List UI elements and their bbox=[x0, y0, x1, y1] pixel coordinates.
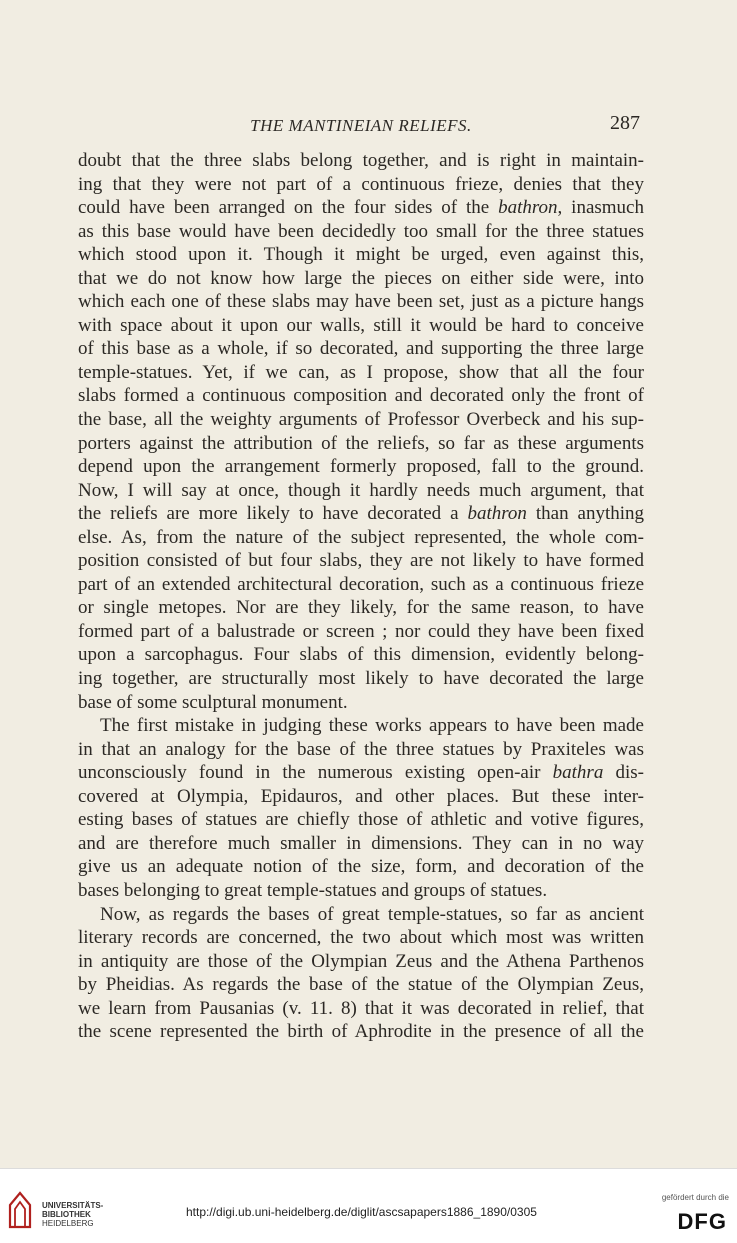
text-line: upon a sarcophagus. Four slabs of this dimension, evidently belong- bbox=[78, 644, 644, 666]
page-number: 287 bbox=[610, 112, 640, 134]
text-line: literary records are concerned, the two about which most was written bbox=[78, 927, 644, 949]
library-name bbox=[42, 1201, 103, 1228]
text-line: and are therefore much smaller in dimensions. They can in no way bbox=[78, 832, 644, 854]
text-line: as this base would have been decidedly too small for the three statues bbox=[78, 220, 644, 242]
library-name-line-1: UNIVERSITÄTS- bbox=[42, 1201, 104, 1210]
text-line: the scene represented the birth of Aphrodite in the presence of all the bbox=[78, 1021, 644, 1043]
page-header bbox=[78, 112, 644, 140]
text-line: ing that they were not part of a continuous frieze, denies that they bbox=[78, 173, 644, 195]
text-line: give us an adequate notion of the size, form, and decoration of the bbox=[78, 856, 644, 878]
text-line: that we do not know how large the pieces on either side were, into bbox=[78, 267, 644, 289]
dfg-logo: DFG bbox=[677, 1209, 727, 1234]
text-line: in that an analogy for the base of the three statues by Praxiteles was bbox=[78, 738, 644, 760]
text-line: slabs formed a continuous composition and decorated only the front of bbox=[78, 385, 644, 407]
text-line: bases belonging to great temple-statues and groups of statues. bbox=[78, 879, 548, 901]
text-line: of this base as a whole, if so decorated, and supporting the three large bbox=[78, 338, 644, 360]
body-text bbox=[78, 149, 644, 1044]
text-line: temple-statues. Yet, if we can, as I propose, show that all the four bbox=[78, 361, 644, 383]
running-title: THE MANTINEIAN RELIEFS. bbox=[250, 116, 472, 135]
text-line: covered at Olympia, Epidauros, and other places. But these inter- bbox=[78, 785, 644, 807]
text-line: porters against the attribution of the reliefs, so far as these arguments bbox=[78, 432, 644, 454]
text-line: else. As, from the nature of the subject represented, the whole com- bbox=[78, 526, 644, 548]
library-name-line-2: BIBLIOTHEK bbox=[42, 1210, 91, 1219]
text-line: could have been arranged on the four sides of the bathron, inasmuch bbox=[78, 197, 644, 219]
funder-note: gefördert durch die bbox=[661, 1193, 729, 1202]
text-line: in antiquity are those of the Olympian Zeus and the Athena Parthenos bbox=[78, 950, 644, 972]
text-line: part of an extended architectural decoration, such as a continuous frieze bbox=[78, 573, 644, 595]
library-logo-icon bbox=[8, 1191, 32, 1229]
text-line: depend upon the arrangement formerly proposed, fall to the ground. bbox=[78, 456, 644, 478]
text-line: we learn from Pausanias (v. 11. 8) that it was decorated in relief, that bbox=[78, 997, 644, 1019]
text-line: ing together, are structurally most likely to have decorated the large bbox=[78, 668, 644, 690]
text-line: Now, as regards the bases of great temple-statues, so far as ancient bbox=[100, 903, 644, 925]
text-line: Now, I will say at once, though it hardly needs much argument, that bbox=[78, 479, 644, 501]
text-line: The first mistake in judging these works appears to have been made bbox=[100, 715, 644, 737]
text-line: with space about it upon our walls, still it would be hard to conceive bbox=[78, 314, 644, 336]
text-line: the reliefs are more likely to have decorated a bathron than anything bbox=[78, 503, 644, 525]
text-line: formed part of a balustrade or screen ; nor could they have been fixed bbox=[78, 620, 644, 642]
text-line: the base, all the weighty arguments of Professor Overbeck and his sup- bbox=[78, 409, 644, 431]
text-line: which each one of these slabs may have been set, just as a picture hangs bbox=[78, 291, 644, 313]
digitization-footer bbox=[0, 1168, 737, 1243]
library-name-line-3: HEIDELBERG bbox=[42, 1219, 94, 1228]
text-line: doubt that the three slabs belong together, and is right in maintain- bbox=[78, 150, 644, 171]
text-line: unconsciously found in the numerous existing open-air bathra dis- bbox=[78, 762, 644, 784]
text-line: esting bases of statues are chiefly those of athletic and votive figures, bbox=[78, 809, 644, 831]
text-line: by Pheidias. As regards the base of the statue of the Olympian Zeus, bbox=[78, 974, 644, 996]
text-line: base of some sculptural monument. bbox=[78, 691, 348, 713]
text-line: which stood upon it. Though it might be urged, even against this, bbox=[78, 244, 644, 266]
text-line: or single metopes. Nor are they likely, for the same reason, to have bbox=[78, 597, 644, 619]
text-line: position consisted of but four slabs, they are not likely to have formed bbox=[78, 550, 644, 572]
source-url[interactable]: http://digi.ub.uni-heidelberg.de/diglit/ascsapapers1886_1890/0305 bbox=[186, 1205, 537, 1219]
